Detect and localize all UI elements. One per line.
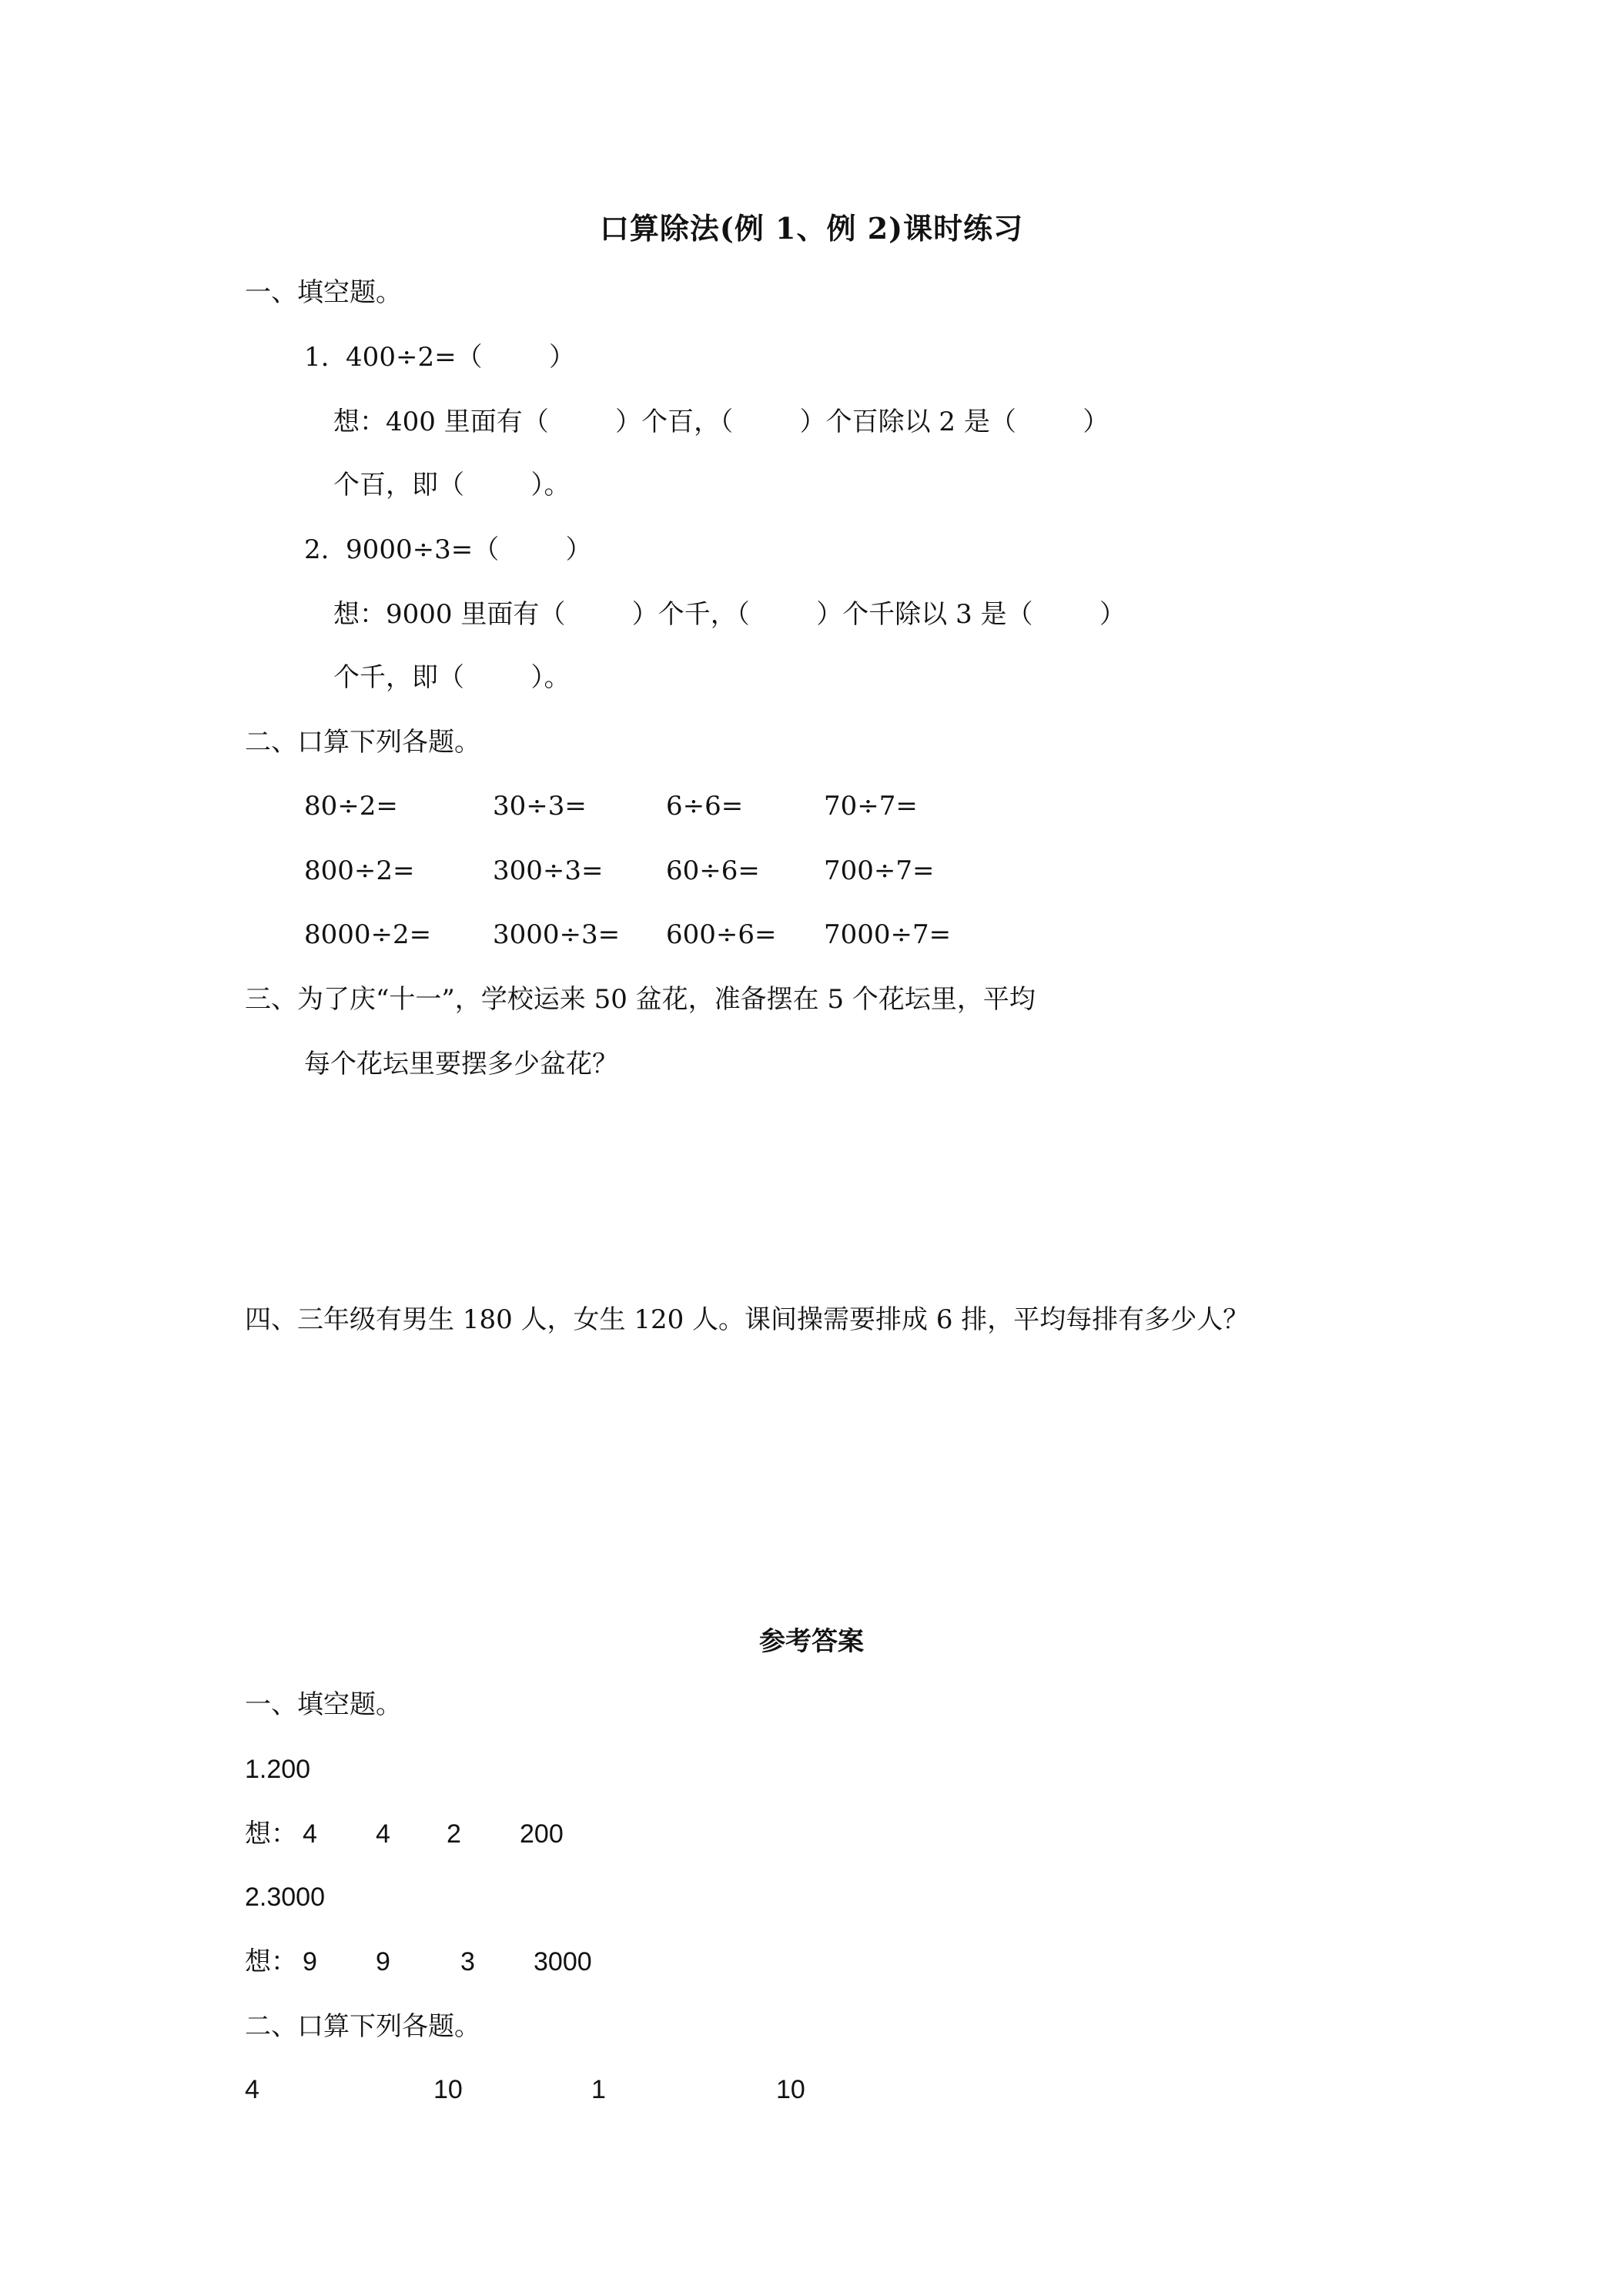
- answer-2-think-row: [0, 1945, 1623, 1979]
- answer-value: 10: [776, 2075, 805, 2104]
- answer-2: 2.3000: [245, 1883, 325, 1912]
- section2-heading: 二、口算下列各题。: [245, 727, 480, 758]
- q2-line1: 2. 9000÷3=（ ）: [304, 534, 592, 565]
- think-value: 3: [460, 1947, 475, 1976]
- calc-item: 80÷2=: [304, 791, 398, 822]
- page-title: 口算除法(例 1、例 2)课时练习: [599, 211, 1024, 246]
- answer-section2-row: [0, 2073, 1623, 2107]
- calc-item: 300÷3=: [493, 855, 604, 886]
- answers-section2-heading: 二、口算下列各题。: [245, 2011, 480, 2042]
- calc-row: [0, 854, 1623, 888]
- q1-line1: 1. 400÷2=（ ）: [304, 342, 576, 373]
- calc-item: 3000÷3=: [493, 919, 621, 950]
- section3-line1: 三、为了庆“十一”，学校运来 50 盆花，准备摆在 5 个花坛里，平均: [245, 984, 1036, 1015]
- calc-row: [0, 789, 1623, 823]
- answer-value: 10: [433, 2075, 463, 2104]
- calc-item: 800÷2=: [304, 855, 415, 886]
- q2-line2: 想：9000 里面有（ ）个千，（ ）个千除以 3 是（ ）: [333, 599, 1126, 630]
- calc-item: 600÷6=: [666, 919, 777, 950]
- think-label: 想：: [245, 1819, 297, 1849]
- think-value: 3000: [534, 1947, 592, 1976]
- q1-line2: 想：400 里面有（ ）个百，（ ）个百除以 2 是（ ）: [333, 407, 1109, 437]
- calc-item: 8000÷2=: [304, 919, 432, 950]
- answer-value: 1: [591, 2075, 606, 2104]
- calc-item: 60÷6=: [666, 855, 760, 886]
- think-value: 9: [376, 1947, 390, 1976]
- calc-item: 7000÷7=: [824, 919, 952, 950]
- q1-line3: 个百，即（ ）。: [333, 470, 571, 500]
- q2-line3: 个千，即（ ）。: [333, 662, 571, 693]
- think-value: 4: [303, 1819, 317, 1849]
- section4-line1: 四、三年级有男生 180 人，女生 120 人。课间操需要排成 6 排，平均每排有多少人？: [245, 1304, 1250, 1335]
- think-value: 2: [447, 1819, 461, 1849]
- section1-heading: 一、填空题。: [245, 277, 402, 308]
- answers-section1-heading: 一、填空题。: [245, 1689, 402, 1720]
- think-value: 200: [520, 1819, 564, 1849]
- calc-item: 6÷6=: [666, 791, 744, 822]
- answer-value: 4: [245, 2075, 259, 2104]
- answer-1: 1.200: [245, 1755, 311, 1784]
- section3-line2: 每个花坛里要摆多少盆花？: [304, 1049, 618, 1079]
- answer-1-think-row: [0, 1817, 1623, 1851]
- calc-row: [0, 918, 1623, 952]
- calc-item: 30÷3=: [493, 791, 587, 822]
- calc-item: 700÷7=: [824, 855, 935, 886]
- think-value: 9: [303, 1947, 317, 1976]
- calc-item: 70÷7=: [824, 791, 918, 822]
- think-value: 4: [376, 1819, 390, 1849]
- answers-title: 参考答案: [759, 1626, 864, 1657]
- think-label: 想：: [245, 1946, 297, 1977]
